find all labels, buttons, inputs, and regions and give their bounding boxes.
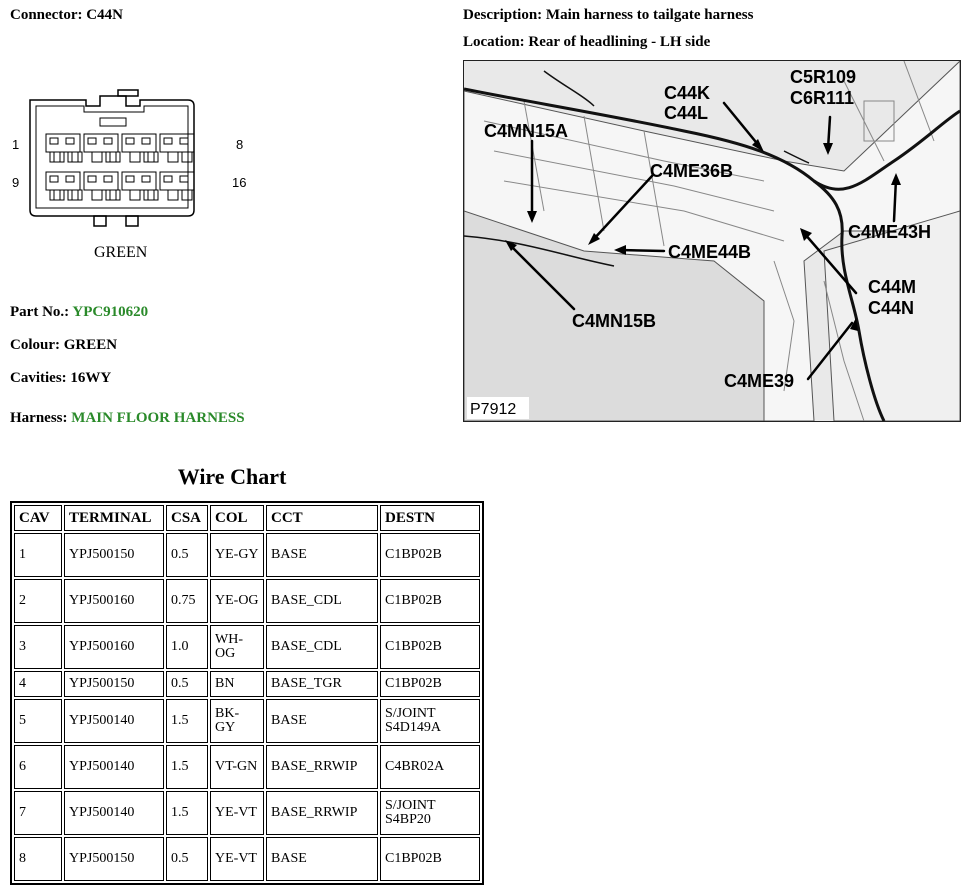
cell-terminal: YPJ500140 [64,745,164,789]
cell-col: VT-GN [210,745,264,789]
connector-pin-slot [50,190,60,200]
cell-cav: 4 [14,671,62,697]
connector-pin-slot [130,190,140,200]
cell-col: YE-GY [210,533,264,577]
header-cav: CAV [14,505,62,531]
table-row [14,533,480,577]
harness-value: MAIN FLOOR HARNESS [71,410,245,426]
callout-c44n: C44N [868,298,915,318]
cell-destn: C1BP02B [380,671,480,697]
connector-pin-slot [68,152,78,162]
wire-chart-header-row [14,505,480,531]
cell-csa: 0.5 [166,671,208,697]
connector-pin-slot [92,152,102,162]
location-value: Rear of headlining - LH side [528,34,711,50]
colour-value: GREEN [63,337,118,353]
photo-reference: P7912 [470,401,517,418]
part-number-label: Part No.: [10,304,70,320]
cell-cav: 6 [14,745,62,789]
callout-c44k: C44K [664,83,711,103]
location-label: Location: [463,34,525,50]
wire-chart-table [10,501,484,885]
part-number-value: YPC910620 [72,304,149,320]
connector-pin-slot [54,152,64,162]
connector-cavity [160,172,194,190]
connector-cavity [160,134,194,152]
connector-pin-slot [50,152,60,162]
location-line [463,34,710,51]
connector-cavity [46,134,80,152]
cell-cav: 3 [14,625,62,669]
callout-c44l: C44L [664,103,709,123]
description-label: Description: [463,7,543,23]
header-cct: CCT [266,505,378,531]
connector-pin-slot [72,152,82,162]
connector-cavity [122,134,156,152]
connector-color-caption: GREEN [94,244,148,261]
pin-label-1: 1 [12,137,20,152]
cell-destn: C1BP02B [380,837,480,881]
pin-label-8: 8 [236,137,244,152]
cell-cav: 7 [14,791,62,835]
cell-csa: 1.5 [166,699,208,743]
table-row [14,625,480,669]
cell-destn: C1BP02B [380,625,480,669]
cell-csa: 0.75 [166,579,208,623]
cell-terminal: YPJ500150 [64,671,164,697]
cell-destn: C1BP02B [380,579,480,623]
table-row [14,699,480,743]
header-destn: DESTN [380,505,480,531]
connector-pin-slot [130,152,140,162]
callout-c4mn15b: C4MN15B [572,311,657,331]
cell-terminal: YPJ500160 [64,579,164,623]
connector-pin-slot [148,152,158,162]
connector-pin-slot [54,190,64,200]
cell-cct: BASE_CDL [266,625,378,669]
connector-pin-slot [182,190,192,200]
cell-terminal: YPJ500150 [64,533,164,577]
cell-csa: 0.5 [166,533,208,577]
cell-col: YE-OG [210,579,264,623]
connector-face-diagram [8,86,268,266]
cell-csa: 0.5 [166,837,208,881]
callout-c44m: C44M [868,277,917,297]
description-line [463,7,753,24]
connector-pin-slot [168,152,178,162]
colour-line [10,337,117,354]
callout-c4me39: C4ME39 [724,371,795,391]
callout-c4me44b: C4ME44B [668,242,752,262]
cell-col: YE-VT [210,837,264,881]
connector-pin-slot [110,152,120,162]
table-row [14,579,480,623]
connector-pin-slot [110,190,120,200]
header-csa: CSA [166,505,208,531]
cell-terminal: YPJ500160 [64,625,164,669]
wire-chart-body [14,533,480,881]
connector-pin-slot [72,190,82,200]
callout-c6r111: C6R111 [790,88,855,108]
cell-destn: S/JOINT S4D149A [380,699,480,743]
cell-col: BN [210,671,264,697]
cell-destn: S/JOINT S4BP20 [380,791,480,835]
cell-cav: 8 [14,837,62,881]
pin-label-9: 9 [12,175,20,190]
cell-csa: 1.0 [166,625,208,669]
cell-cct: BASE_CDL [266,579,378,623]
cavities-line [10,370,111,387]
connector-pin-slot [106,152,116,162]
cell-cct: BASE_RRWIP [266,745,378,789]
connector-pin-slot [68,190,78,200]
cell-destn: C4BR02A [380,745,480,789]
connector-cavity [122,172,156,190]
table-row [14,671,480,697]
cell-terminal: YPJ500140 [64,791,164,835]
cell-col: YE-VT [210,791,264,835]
cell-cav: 5 [14,699,62,743]
harness-line [10,410,245,427]
cell-col: WH-OG [210,625,264,669]
header-col: COL [210,505,264,531]
connector-pin-slot [148,190,158,200]
cell-col: BK-GY [210,699,264,743]
connector-cavity [46,172,80,190]
cell-cav: 1 [14,533,62,577]
harness-label: Harness: [10,410,68,426]
callout-c5r109: C5R109 [790,67,857,87]
colour-label: Colour: [10,337,60,353]
connector-cavity [84,172,118,190]
cell-cct: BASE_RRWIP [266,791,378,835]
cell-cct: BASE [266,837,378,881]
callout-c4mn15a: C4MN15A [484,121,569,141]
cell-csa: 1.5 [166,791,208,835]
connector-cavity [84,134,118,152]
connector-pin-slot [106,190,116,200]
connector-pin-slot [92,190,102,200]
header-terminal: TERMINAL [64,505,164,531]
table-row [14,791,480,835]
connector-pin-slot [144,152,154,162]
callout-c4me43h: C4ME43H [848,222,932,242]
cell-csa: 1.5 [166,745,208,789]
connector-pin-slot [144,190,154,200]
part-number-line [10,304,148,321]
pin-label-16: 16 [232,175,247,190]
cell-cav: 2 [14,579,62,623]
cell-terminal: YPJ500140 [64,699,164,743]
cell-cct: BASE [266,699,378,743]
location-illustration [463,60,961,422]
table-row [14,837,480,881]
cell-cct: BASE [266,533,378,577]
cell-cct: BASE_TGR [266,671,378,697]
cavities-value: 16WY [70,370,112,386]
vehicle-interior-drawing [464,61,960,421]
connector-label-line [10,7,123,24]
connector-label: Connector: [10,7,83,23]
cell-terminal: YPJ500150 [64,837,164,881]
connector-name: C44N [86,7,123,23]
callout-c4me36b: C4ME36B [650,161,734,181]
wire-chart-title: Wire Chart [177,464,287,489]
cell-destn: C1BP02B [380,533,480,577]
connector-pin-slot [168,190,178,200]
description-value: Main harness to tailgate harness [545,7,754,23]
cavities-label: Cavities: [10,370,67,386]
connector-pin-slot [182,152,192,162]
table-row [14,745,480,789]
